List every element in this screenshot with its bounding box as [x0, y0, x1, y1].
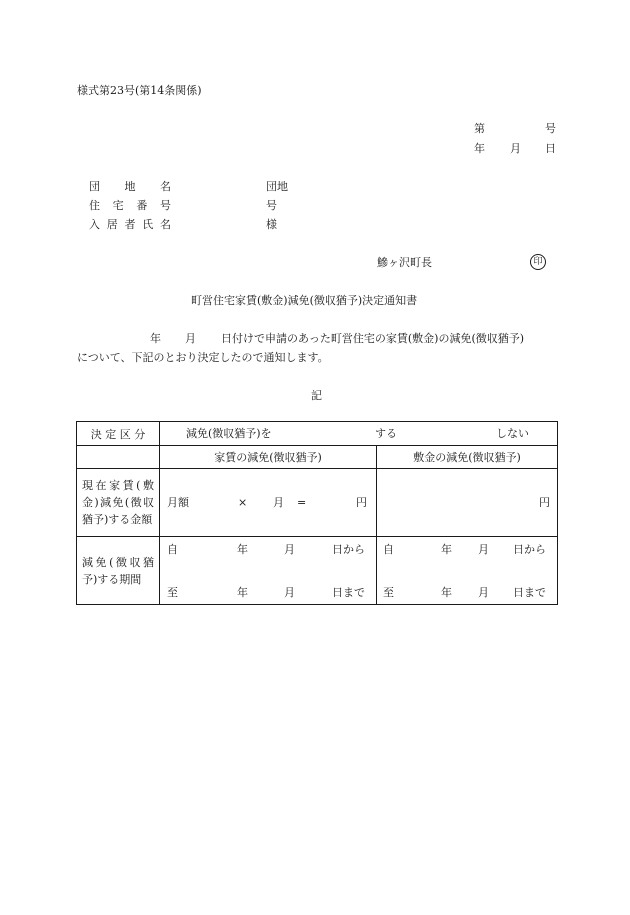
date-month-label: 月 [510, 142, 521, 155]
deposit-period-cell [377, 537, 558, 605]
rent-amount-cell [160, 469, 377, 537]
house-number-label: 住 宅 番 号 [89, 199, 171, 212]
body-year-label: 年 [150, 332, 161, 345]
date-year-label: 年 [474, 142, 485, 155]
rent-to-month: 月 [284, 585, 295, 599]
rent-from-day: 日から [332, 542, 365, 556]
tenant-honorific: 様 [266, 218, 277, 231]
rent-from-label: 自 [167, 542, 178, 556]
doc-number-suffix: 号 [545, 122, 556, 135]
rent-to-day: 日まで [332, 585, 365, 599]
deposit-yen-label: 円 [539, 495, 550, 509]
body-month-label: 月 [185, 332, 196, 345]
body-text-line1: 日付けで申請のあった町営住宅の家賃(敷金)の減免(徴収猶予) [221, 332, 525, 345]
deposit-from-month: 月 [478, 542, 489, 556]
period-label: 減免(徴収猶予)する期間 [82, 555, 154, 586]
deposit-to-label: 至 [383, 585, 394, 599]
month-count-label: 月 [273, 495, 284, 509]
equals-sign: = [297, 495, 307, 509]
decision-table [76, 421, 558, 605]
period-label-cell [77, 537, 160, 605]
rent-from-month: 月 [284, 542, 295, 556]
rent-to-label: 至 [167, 585, 178, 599]
body-text-line2: について、下記のとおり決定したので通知します。 [77, 351, 329, 364]
decision-row [77, 422, 558, 446]
estate-name-label: 団 地 名 [89, 180, 171, 193]
deposit-from-label: 自 [383, 542, 394, 556]
deposit-from-day: 日から [513, 542, 546, 556]
doc-number-prefix: 第 [474, 122, 485, 135]
rent-from-year: 年 [237, 542, 248, 556]
decision-yes: する [375, 426, 397, 440]
deposit-to-year: 年 [441, 585, 452, 599]
issuer-name: 鰺ヶ沢町長 [377, 256, 432, 269]
amount-label: 現在家賃(敷金)減免(徴収猶予)する金額 [82, 479, 154, 526]
estate-suffix: 団地 [266, 180, 288, 193]
house-number-suffix: 号 [266, 199, 277, 212]
form-number: 様式第23号(第14条関係) [77, 84, 202, 97]
rent-yen-label: 円 [356, 495, 367, 509]
deposit-from-year: 年 [441, 542, 452, 556]
period-row [77, 537, 558, 605]
seal-mark: 印 [530, 254, 546, 270]
decision-no: しない [496, 426, 529, 440]
amount-row [77, 469, 558, 537]
tenant-name-label: 入 居 者 氏 名 [89, 218, 171, 231]
document-title: 町営住宅家賃(敷金)減免(徴収猶予)決定通知書 [191, 294, 418, 307]
deposit-amount-cell [377, 469, 558, 537]
date-day-label: 日 [545, 142, 556, 155]
deposit-header: 敷金の減免(徴収猶予) [377, 446, 558, 469]
decision-label-cell [77, 422, 160, 446]
rent-period-cell [160, 537, 377, 605]
times-sign: × [238, 495, 248, 509]
rent-header: 家賃の減免(徴収猶予) [160, 446, 377, 469]
amount-label-cell [77, 469, 160, 537]
decision-options-cell [160, 422, 558, 446]
rent-to-year: 年 [237, 585, 248, 599]
column-header-row [77, 446, 558, 469]
empty-header-cell [77, 446, 160, 469]
decision-label: 決 定 区 分 [90, 427, 146, 441]
deposit-to-day: 日まで [513, 585, 546, 599]
ki-heading: 記 [311, 389, 322, 402]
monthly-label: 月額 [167, 495, 189, 509]
decision-option-text: 減免(徴収猶予)を [186, 426, 272, 440]
deposit-to-month: 月 [478, 585, 489, 599]
